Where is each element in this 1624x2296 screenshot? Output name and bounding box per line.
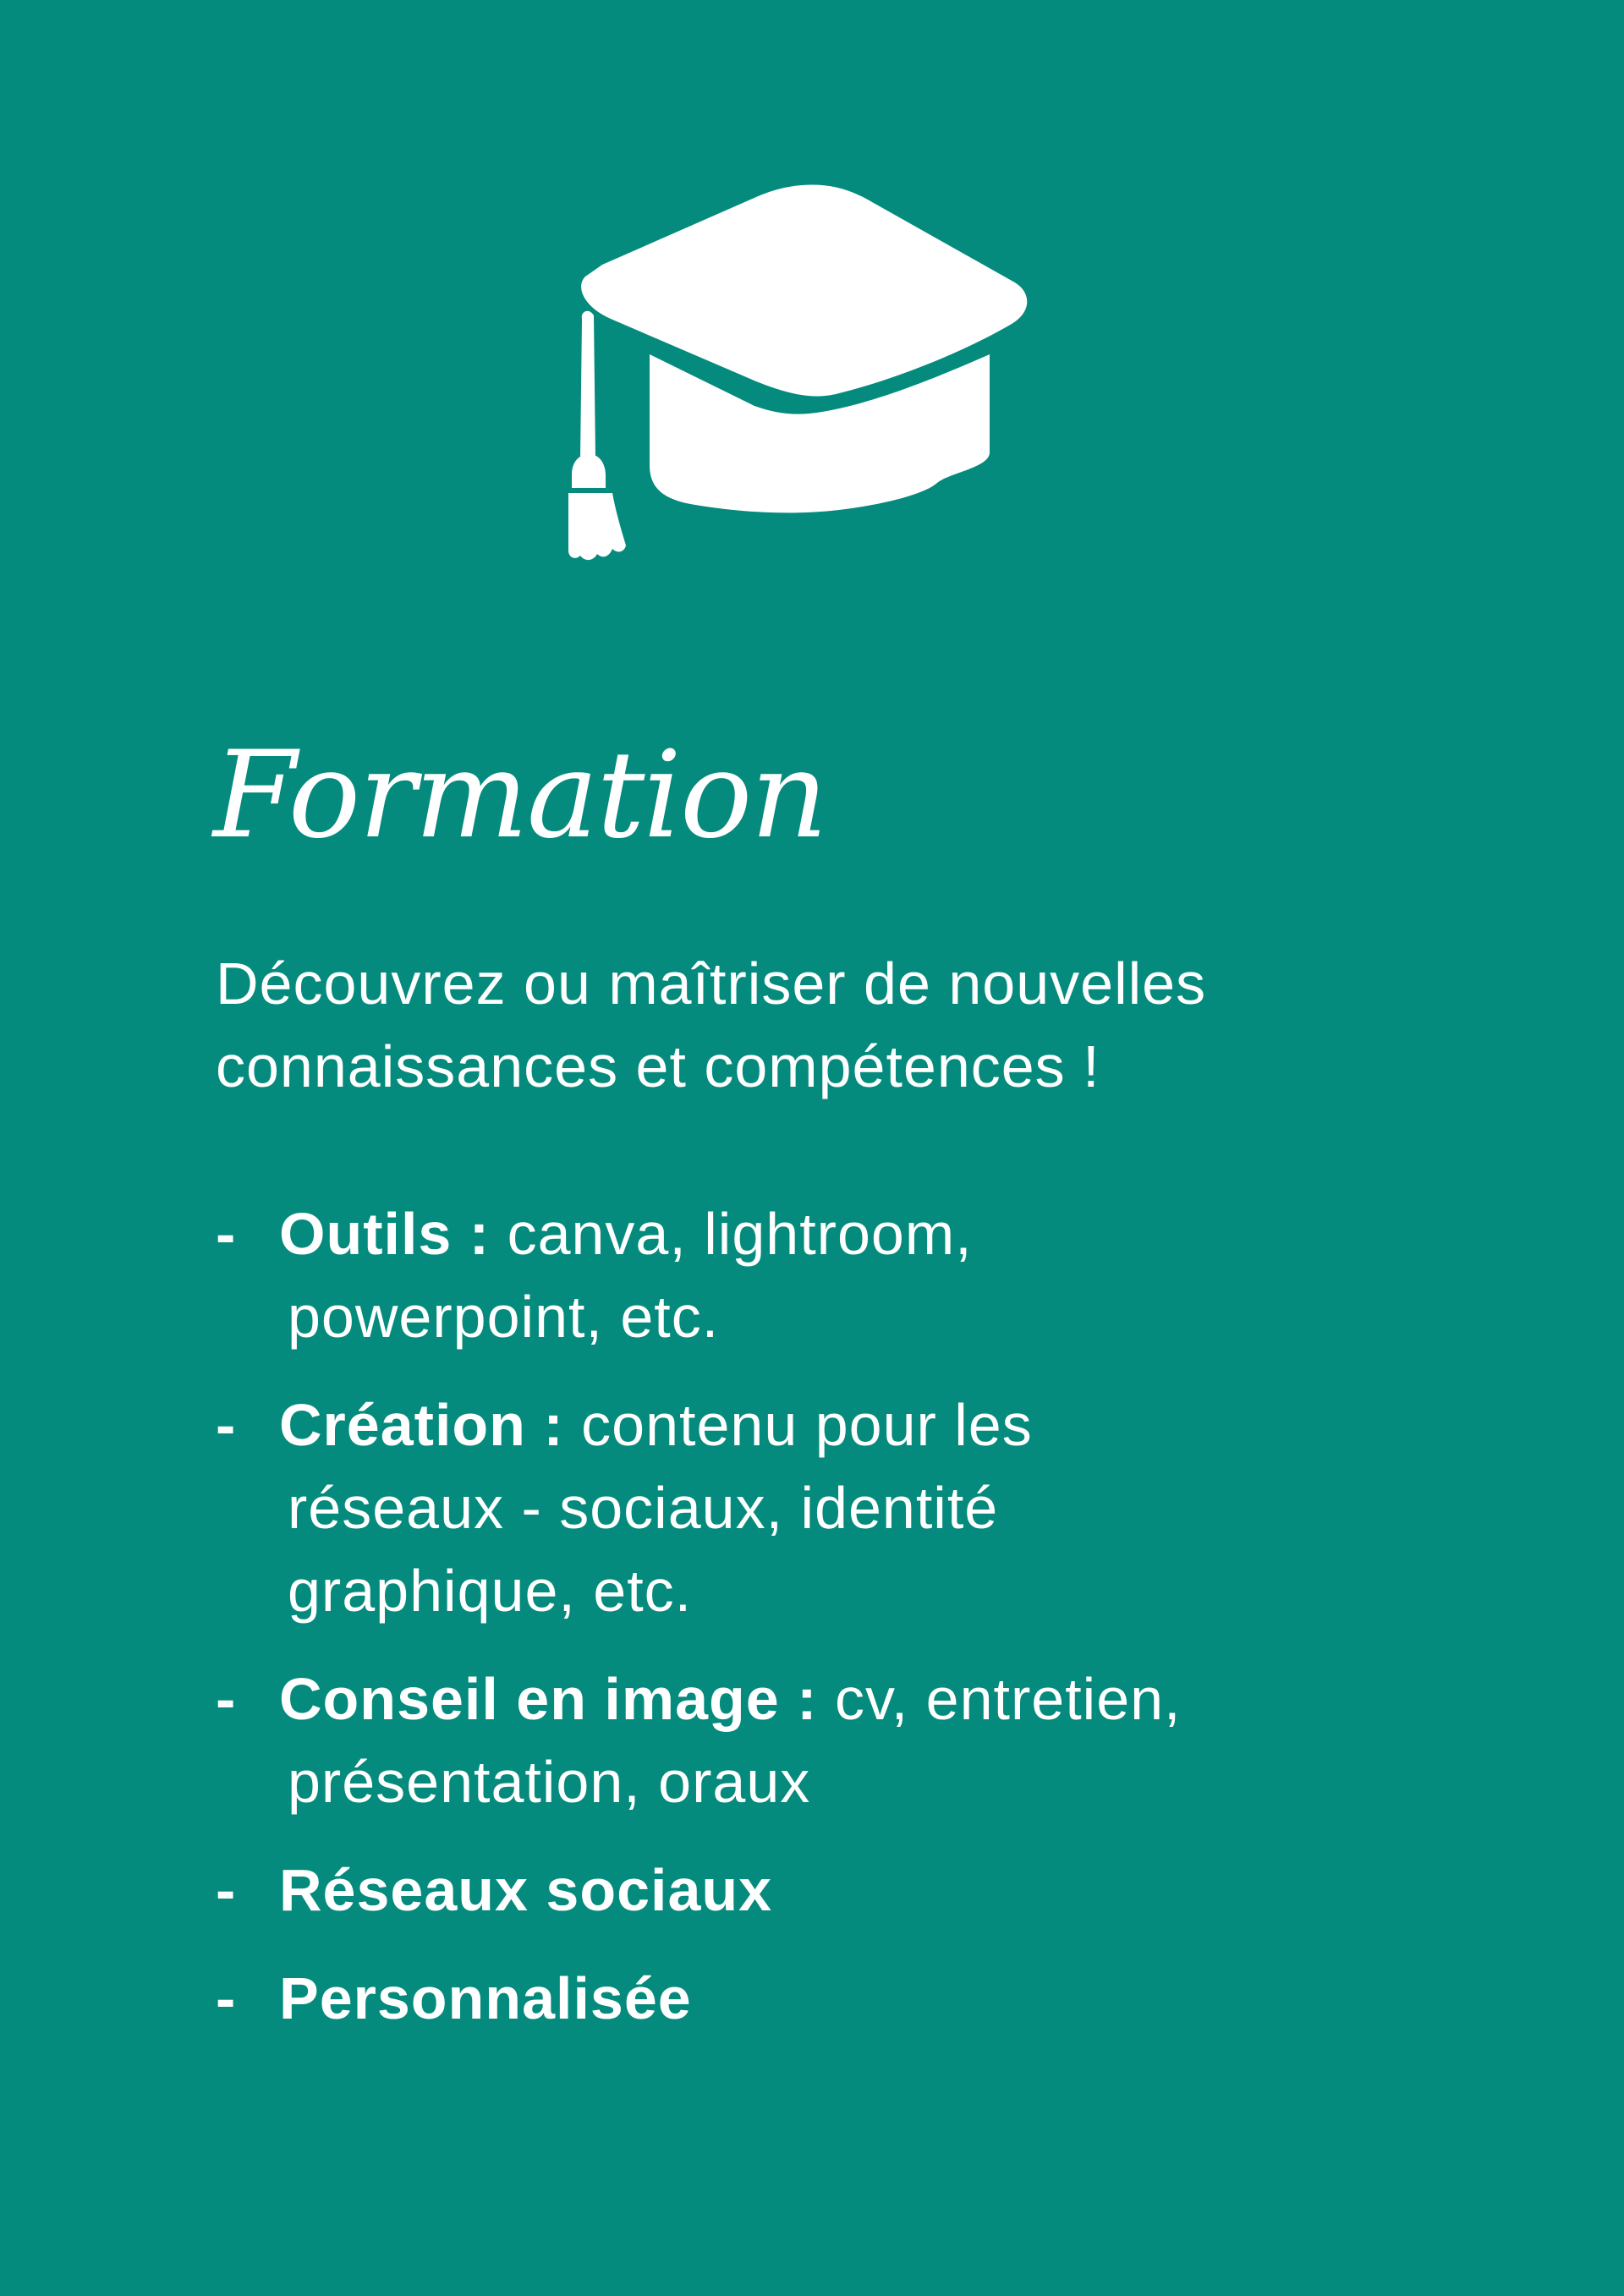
list-dash: -	[216, 1201, 237, 1267]
list-dash: -	[216, 1857, 237, 1923]
item-desc-line-1: contenu pour les	[581, 1392, 1033, 1458]
intro-text	[216, 942, 1501, 1108]
list-item-conseil-en-image	[216, 1658, 1518, 1823]
page-title: Formation	[213, 726, 826, 865]
tassel-cord	[580, 311, 595, 459]
item-label: Personnalisée	[279, 1965, 692, 2031]
item-label: Réseaux sociaux	[279, 1857, 773, 1923]
item-label: Outils :	[279, 1201, 491, 1267]
item-desc-line-1: cv, entretien,	[834, 1666, 1182, 1732]
list-dash: -	[216, 1392, 237, 1458]
item-desc-line-2: powerpoint, etc.	[288, 1284, 720, 1350]
item-desc-line-3: graphique, etc.	[288, 1558, 693, 1624]
intro-line-2: connaissances et compétences !	[216, 1033, 1100, 1099]
item-label: Création :	[279, 1392, 564, 1458]
graduation-cap-svg	[568, 173, 1056, 579]
list-dash: -	[216, 1666, 237, 1732]
services-list	[216, 1192, 1518, 2040]
list-dash: -	[216, 1965, 237, 2031]
list-item-outils	[216, 1192, 1518, 1358]
intro-line-1: Découvrez ou maîtriser de nouvelles	[216, 951, 1207, 1016]
list-item-reseaux-sociaux	[216, 1849, 1518, 1932]
graduation-cap-icon	[568, 173, 1056, 579]
item-desc-line-2: réseaux - sociaux, identité	[288, 1475, 999, 1541]
list-item-creation	[216, 1384, 1518, 1632]
list-item-personnalisee	[216, 1957, 1518, 2040]
tassel-fringe	[568, 493, 626, 560]
item-label: Conseil en image :	[279, 1666, 818, 1732]
cap-board	[581, 185, 1027, 397]
item-desc-line-1: canva, lightroom,	[507, 1201, 973, 1267]
tassel-knot	[572, 454, 606, 488]
item-desc-line-2: présentation, oraux	[288, 1749, 811, 1815]
